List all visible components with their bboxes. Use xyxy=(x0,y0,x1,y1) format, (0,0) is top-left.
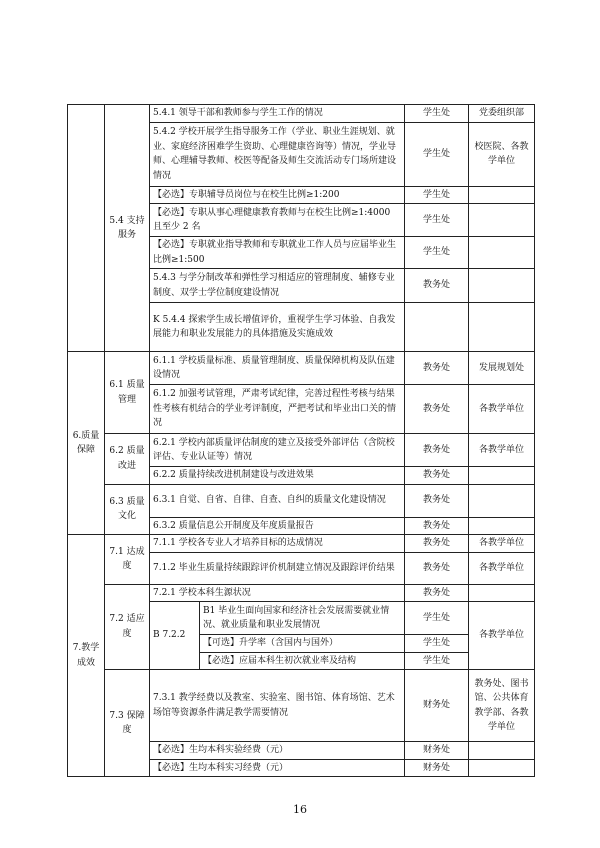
dept-cell: 学生处 xyxy=(405,237,469,269)
indicator-cell: 5.4.1 领导干部和教师参与学生工作的情况 xyxy=(150,105,405,123)
coop-cell: 各教学单位 xyxy=(469,535,535,553)
coop-cell xyxy=(469,484,535,517)
level2-cell: 6.1 质量管理 xyxy=(105,352,150,434)
indicator-cell: 【必选】生均本科实习经费（元） xyxy=(150,759,405,777)
coop-cell xyxy=(469,517,535,535)
dept-cell: 学生处 xyxy=(405,204,469,237)
indicator-table xyxy=(67,104,535,777)
dept-cell: 教务处 xyxy=(405,269,469,303)
dept-cell: 学生处 xyxy=(405,105,469,123)
dept-cell: 学生处 xyxy=(405,652,469,670)
indicator-cell: 【可选】升学率（含国内与国外） xyxy=(200,635,405,653)
dept-cell: 教务处 xyxy=(405,517,469,535)
coop-cell xyxy=(469,269,535,303)
dept-cell: 财务处 xyxy=(405,670,469,742)
dept-cell: 教务处 xyxy=(405,535,469,553)
dept-cell: 教务处 xyxy=(405,484,469,517)
level1-cell: 7.教学成效 xyxy=(68,535,105,777)
indicator-cell: 6.3.1 自觉、自省、自律、自查、自纠的质量文化建设情况 xyxy=(150,484,405,517)
table-row xyxy=(68,352,535,385)
table-row xyxy=(68,105,535,123)
coop-cell xyxy=(469,237,535,269)
dept-cell: 教务处 xyxy=(405,467,469,485)
indicator-cell: B1 毕业生面向国家和经济社会发展需要就业情况、就业质量和职业发展情况 xyxy=(200,602,405,635)
indicator-cell: K 5.4.4 探索学生成长增值评价，重视学生学习体验、自我发展能力和职业发展能力的具体措施及实施成效 xyxy=(150,303,405,352)
indicator-cell: 6.3.2 质量信息公开制度及年度质量报告 xyxy=(150,517,405,535)
level2-cell: 6.3 质量文化 xyxy=(105,484,150,535)
table-row xyxy=(68,535,535,553)
dept-cell: 学生处 xyxy=(405,186,469,204)
table-row xyxy=(68,484,535,517)
indicator-cell: 6.2.1 学校内部质量评估制度的建立及接受外部评估（含院校评估、专业认证等）情况 xyxy=(150,434,405,467)
dept-cell: 教务处 xyxy=(405,584,469,602)
dept-cell: 财务处 xyxy=(405,759,469,777)
indicator-cell: 7.2.1 学校本科生源状况 xyxy=(150,584,405,602)
dept-cell: 教务处 xyxy=(405,352,469,385)
coop-cell: 各教学单位 xyxy=(469,552,535,584)
page-number: 16 xyxy=(293,803,307,816)
indicator-cell: 6.2.2 质量持续改进机制建设与改进效果 xyxy=(150,467,405,485)
dept-cell: 学生处 xyxy=(405,635,469,653)
level2-cell: 7.1 达成度 xyxy=(105,535,150,585)
indicator-cell: 5.4.2 学校开展学生指导服务工作（学业、职业生涯规划、就业、家庭经济困难学生资助、心理健康咨询等）情况，学业导师、心理辅导教师、校医等配备及师生交流活动专门场所建设情况 xyxy=(150,122,405,186)
coop-cell xyxy=(469,759,535,777)
dept-cell: 教务处 xyxy=(405,385,469,434)
indicator-cell: 5.4.3 与学分制改革和弹性学习相适应的管理制度、辅修专业制度、双学士学位制度建设情况 xyxy=(150,269,405,303)
indicator-cell: 【必选】专职就业指导教师和专职就业工作人员与应届毕业生比例≥1:500 xyxy=(150,237,405,269)
indicator-cell: 7.1.2 毕业生质量持续跟踪评价机制建立情况及跟踪评价结果 xyxy=(150,552,405,584)
indicator-cell: 6.1.2 加强考试管理，严肃考试纪律，完善过程性考核与结果性考核有机结合的学业考评制度，严把考试和毕业出口关的情况 xyxy=(150,385,405,434)
dept-cell: 教务处 xyxy=(405,434,469,467)
coop-cell: 各教学单位 xyxy=(469,434,535,467)
indicator-cell: 【必选】专职从事心理健康教育教师与在校生比例≥1:4000 且至少 2 名 xyxy=(150,204,405,237)
coop-cell xyxy=(469,467,535,485)
coop-cell xyxy=(469,742,535,760)
coop-cell: 校医院、各教学单位 xyxy=(469,122,535,186)
level2-cell: 7.2 适应度 xyxy=(105,584,150,670)
coop-cell: 党委组织部 xyxy=(469,105,535,123)
indicator-cell: 7.3.1 教学经费以及教室、实验室、图书馆、体育场馆、艺术场馆等资源条件满足教学需要情况 xyxy=(150,670,405,742)
coop-cell xyxy=(469,584,535,602)
coop-cell xyxy=(469,204,535,237)
dept-cell: 学生处 xyxy=(405,122,469,186)
coop-cell: 教务处、图书馆、公共体育教学部、各教学单位 xyxy=(469,670,535,742)
indicator-cell: 【必选】专职辅导员岗位与在校生比例≥1:200 xyxy=(150,186,405,204)
dept-cell xyxy=(405,303,469,352)
level1-cell: 6.质量保障 xyxy=(68,352,105,535)
coop-cell: 各教学单位 xyxy=(469,385,535,434)
table-row xyxy=(68,670,535,742)
level2-cell: 7.3 保障度 xyxy=(105,670,150,777)
coop-cell xyxy=(469,303,535,352)
level1-cell-empty xyxy=(68,105,105,352)
sub-indicator-cell: B 7.2.2 xyxy=(150,602,200,670)
coop-cell: 各教学单位 xyxy=(469,602,535,670)
indicator-cell: 7.1.1 学校各专业人才培养目标的达成情况 xyxy=(150,535,405,553)
coop-cell xyxy=(469,186,535,204)
indicator-cell: 【必选】应届本科生初次就业率及结构 xyxy=(200,652,405,670)
dept-cell: 学生处 xyxy=(405,602,469,635)
dept-cell: 财务处 xyxy=(405,742,469,760)
dept-cell: 教务处 xyxy=(405,552,469,584)
coop-cell: 发展规划处 xyxy=(469,352,535,385)
level2-cell: 6.2 质量改进 xyxy=(105,434,150,485)
table-row xyxy=(68,584,535,602)
level2-cell: 5.4 支持服务 xyxy=(105,105,150,352)
indicator-cell: 6.1.1 学校质量标准、质量管理制度、质量保障机构及队伍建设情况 xyxy=(150,352,405,385)
indicator-cell: 【必选】生均本科实验经费（元） xyxy=(150,742,405,760)
table-row xyxy=(68,434,535,467)
